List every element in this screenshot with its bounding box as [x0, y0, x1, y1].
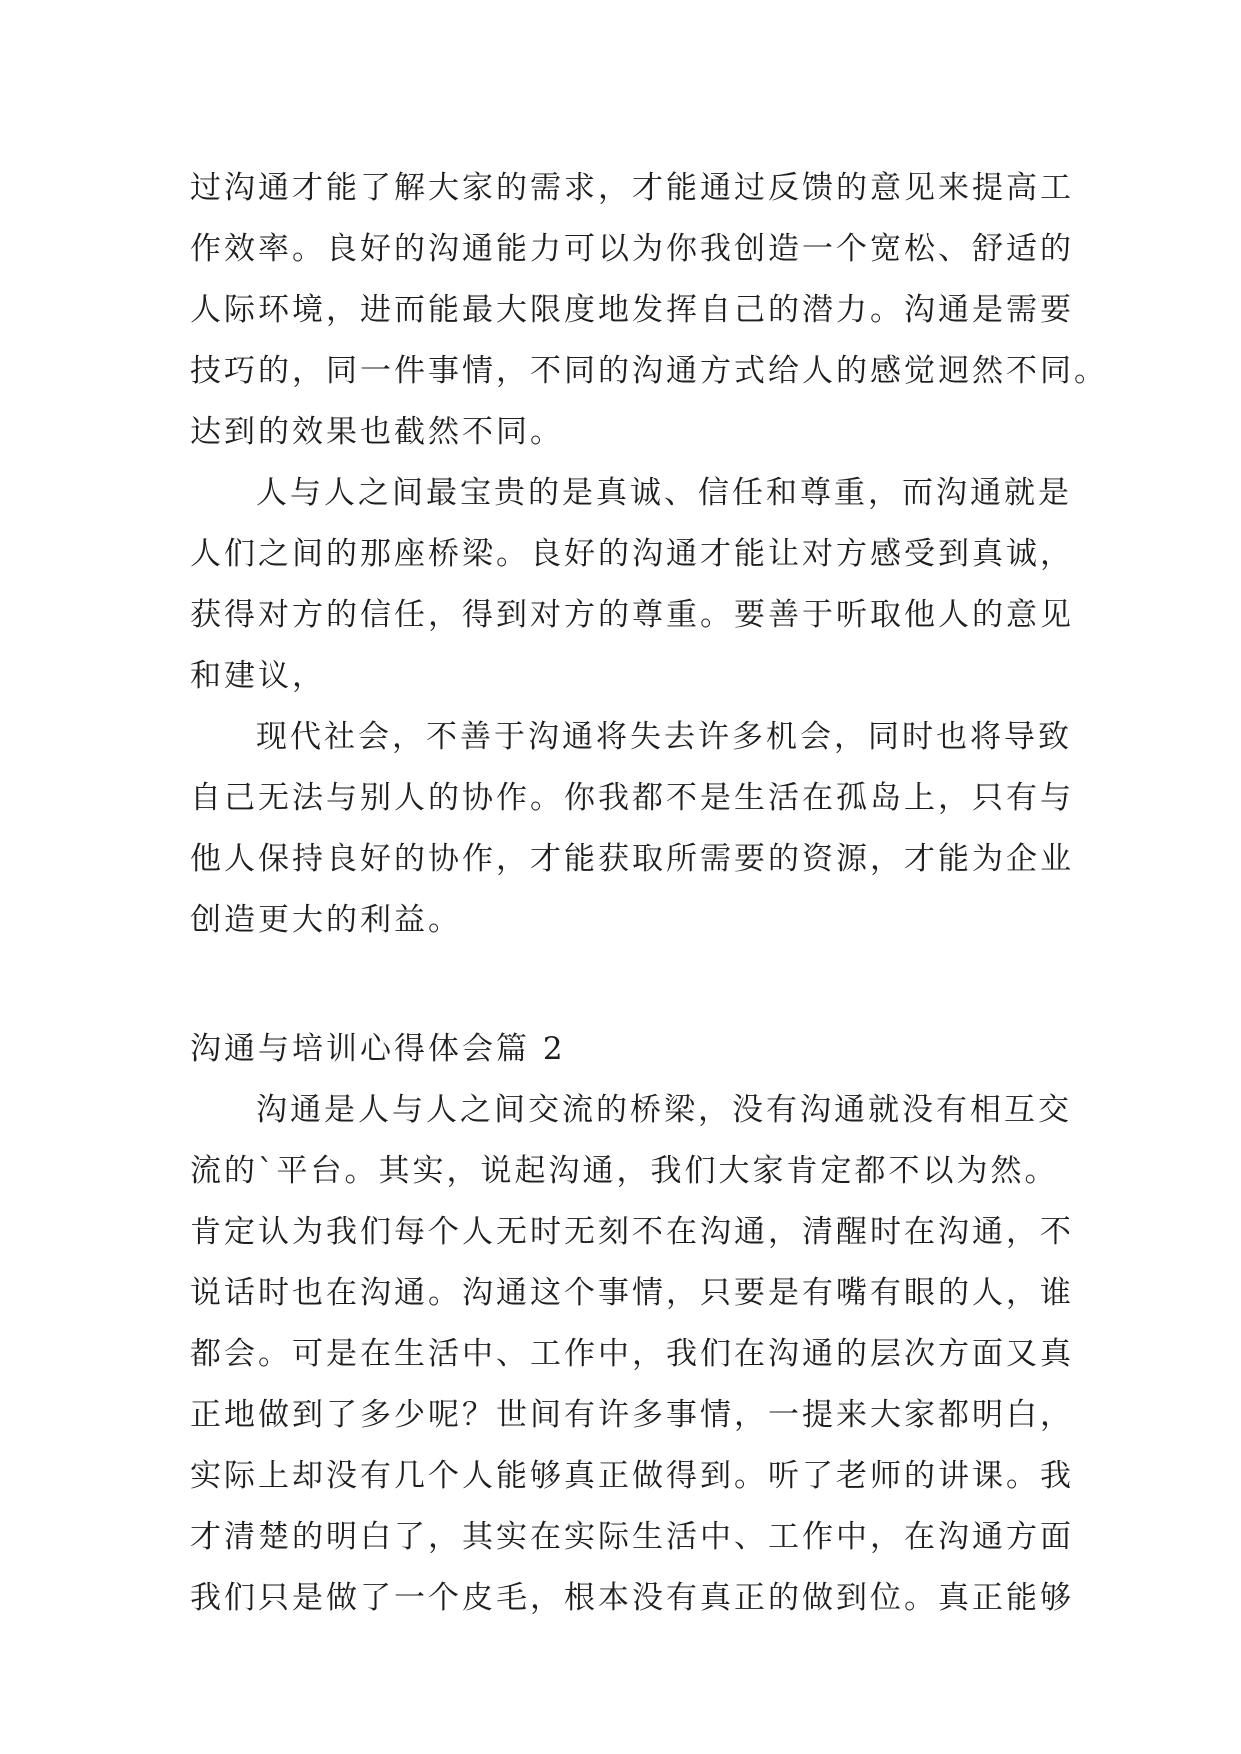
paragraph-line: 过沟通才能了解大家的需求，才能通过反馈的意见来提高工	[190, 170, 1074, 206]
paragraph-3	[190, 707, 1074, 951]
paragraph-line: 作效率。良好的沟通能力可以为你我创造一个宽松、舒适的	[190, 231, 1074, 267]
paragraph-line: 肯定认为我们每个人无时无刻不在沟通，清醒时在沟通，不	[190, 1214, 1074, 1250]
paragraph-line: 才清楚的明白了，其实在实际生活中、工作中，在沟通方面	[190, 1519, 1074, 1555]
paragraph-line: 创造更大的利益。	[190, 902, 462, 938]
paragraph-line: 技巧的，同一件事情，不同的沟通方式给人的感觉迥然不同。	[190, 353, 1108, 389]
paragraph-line: 人际环境，进而能最大限度地发挥自己的潜力。沟通是需要	[190, 292, 1074, 328]
paragraph-line: 达到的效果也截然不同。	[190, 414, 564, 450]
paragraph-line: 获得对方的信任，得到对方的尊重。要善于听取他人的意见	[190, 597, 1074, 633]
paragraph-line: 都会。可是在生活中、工作中，我们在沟通的层次方面又真	[190, 1336, 1074, 1372]
paragraph-line: 流的`平台。其实，说起沟通，我们大家肯定都不以为然。	[190, 1153, 1059, 1189]
paragraph-line: 人们之间的那座桥梁。良好的沟通才能让对方感受到真诚，	[190, 536, 1074, 572]
paragraph-line: 他人保持良好的协作，才能获取所需要的资源，才能为企业	[190, 841, 1074, 877]
paragraph-line: 沟通是人与人之间交流的桥梁，没有沟通就没有相互交	[256, 1092, 1072, 1128]
paragraph-line: 自己无法与别人的协作。你我都不是生活在孤岛上，只有与	[190, 780, 1074, 816]
paragraph-line: 人与人之间最宝贵的是真诚、信任和尊重，而沟通就是	[256, 475, 1072, 511]
section-title: 沟通与培训心得体会篇 2	[190, 1031, 566, 1067]
paragraph-2	[190, 463, 1074, 707]
paragraph-line: 实际上却没有几个人能够真正做得到。听了老师的讲课。我	[190, 1458, 1074, 1494]
document-body	[190, 158, 1108, 1629]
paragraph-line: 说话时也在沟通。沟通这个事情，只要是有嘴有眼的人，谁	[190, 1275, 1074, 1311]
paragraph-line: 和建议，	[190, 658, 326, 694]
paragraph-line: 正地做到了多少呢？世间有许多事情，一提来大家都明白，	[190, 1397, 1074, 1433]
section-paragraph	[190, 1080, 1074, 1629]
paragraph-line: 我们只是做了一个皮毛，根本没有真正的做到位。真正能够	[190, 1580, 1074, 1616]
paragraph-line: 现代社会，不善于沟通将失去许多机会，同时也将导致	[256, 719, 1072, 755]
paragraph-1	[190, 158, 1108, 463]
